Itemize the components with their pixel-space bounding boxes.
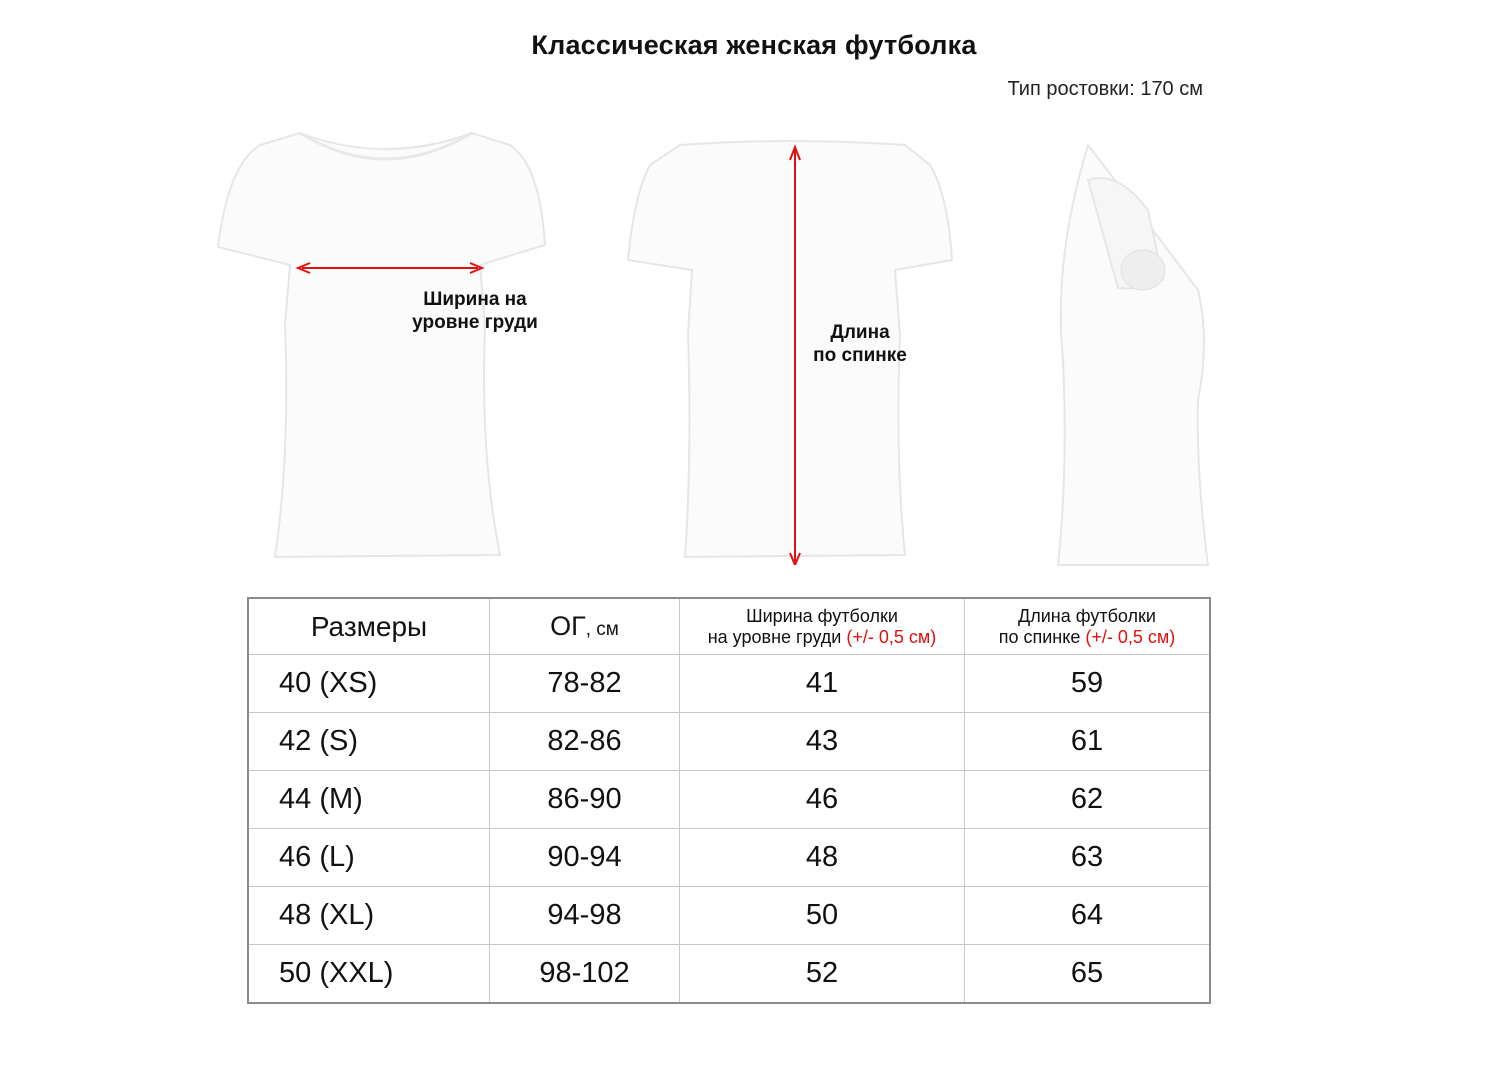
height-type: Тип ростовки: 170 см: [1007, 78, 1203, 100]
cell-chest: 86-90: [490, 771, 680, 829]
table-header-row: [248, 598, 1210, 655]
header-length-line1: Длина футболки: [1018, 605, 1156, 626]
cell-length: 62: [965, 771, 1211, 829]
cell-width: 46: [680, 771, 965, 829]
table-row: [248, 655, 1210, 713]
page-title: Классическая женская футболка: [531, 30, 977, 60]
cell-chest: 90-94: [490, 829, 680, 887]
label-line: уровне груди: [412, 312, 538, 333]
cell-length: 65: [965, 945, 1211, 1004]
cell-width: 41: [680, 655, 965, 713]
header-chest-unit: , см: [585, 619, 619, 640]
cell-width: 48: [680, 829, 965, 887]
cell-size: 40 (XS): [248, 655, 490, 713]
cell-length: 61: [965, 713, 1211, 771]
header-length-tolerance: (+/- 0,5 см): [1085, 626, 1176, 647]
cell-width: 52: [680, 945, 965, 1004]
header-width-line1: Ширина футболки: [746, 605, 898, 626]
header-chest: [490, 598, 680, 655]
cell-length: 59: [965, 655, 1211, 713]
cell-width: 50: [680, 887, 965, 945]
label-line: по спинке: [813, 345, 907, 366]
table-row: [248, 713, 1210, 771]
cell-length: 63: [965, 829, 1211, 887]
cell-size: 44 (M): [248, 771, 490, 829]
tshirt-front-icon: [210, 125, 560, 565]
cell-size: 46 (L): [248, 829, 490, 887]
chest-width-label: [395, 288, 555, 334]
cell-size: 50 (XXL): [248, 945, 490, 1004]
cell-chest: 82-86: [490, 713, 680, 771]
cell-length: 64: [965, 887, 1211, 945]
label-line: Ширина на: [423, 289, 527, 310]
header-chest-main: ОГ: [550, 611, 586, 641]
header-width: [680, 598, 965, 655]
cell-chest: 94-98: [490, 887, 680, 945]
size-table: [247, 597, 1211, 1004]
cell-size: 48 (XL): [248, 887, 490, 945]
table-row: [248, 829, 1210, 887]
header-width-line2: на уровне груди: [707, 626, 847, 647]
cell-chest: 98-102: [490, 945, 680, 1004]
cell-width: 43: [680, 713, 965, 771]
header-width-tolerance: (+/- 0,5 см): [846, 626, 937, 647]
label-line: Длина: [830, 322, 890, 343]
cell-chest: 78-82: [490, 655, 680, 713]
header-size: Размеры: [248, 598, 490, 655]
back-length-label: [790, 321, 930, 367]
table-row: [248, 887, 1210, 945]
cell-size: 42 (S): [248, 713, 490, 771]
table-row: [248, 945, 1210, 1004]
header-length-line2: по спинке: [998, 626, 1086, 647]
tshirt-side-icon: [1048, 140, 1228, 570]
table-row: [248, 771, 1210, 829]
header-length: [965, 598, 1211, 655]
